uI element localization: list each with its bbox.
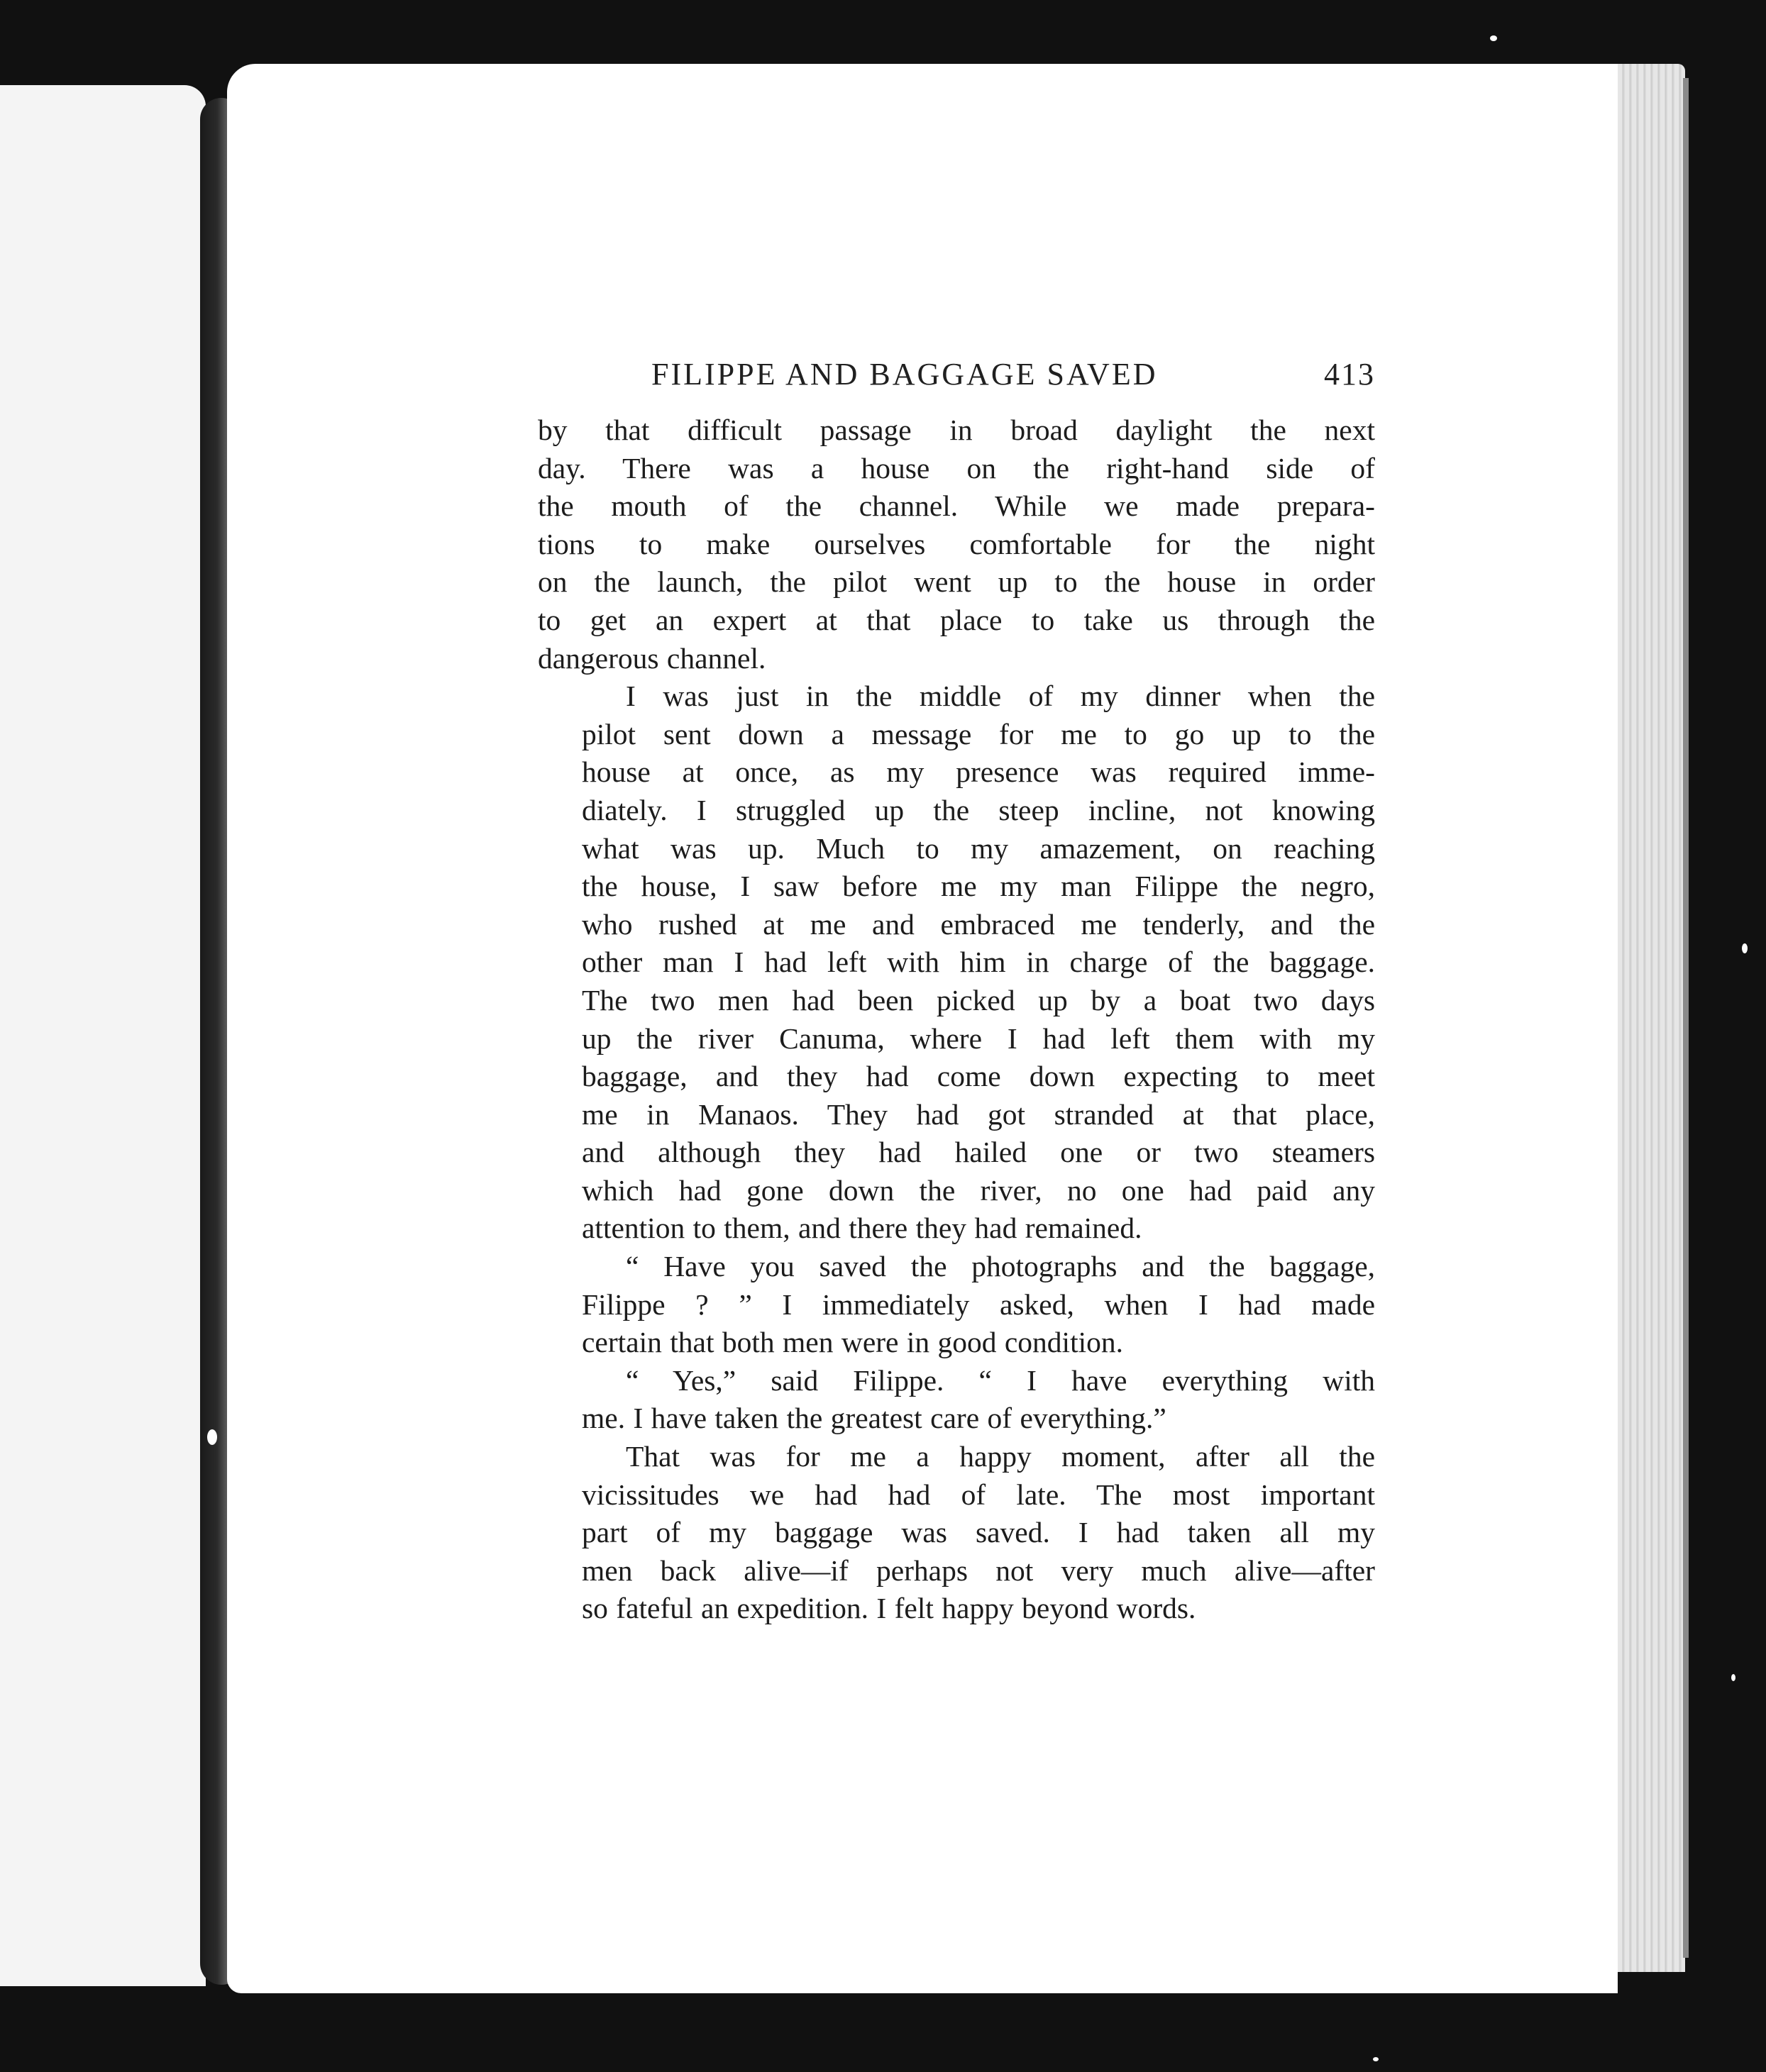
text-line: me in Manaos. They had got stranded at that place, xyxy=(582,1097,1375,1131)
film-speck xyxy=(207,1429,217,1445)
paragraph xyxy=(538,1248,1375,1362)
text-line: up the river Canuma, where I had left them with my xyxy=(582,1021,1375,1055)
page-number: 413 xyxy=(1324,357,1375,392)
paragraph xyxy=(538,1438,1375,1628)
text-line: the mouth of the channel. While we made prepara- xyxy=(538,489,1375,523)
text-line: part of my baggage was saved. I had taken all my xyxy=(582,1516,1375,1549)
body-text xyxy=(538,411,1375,1628)
text-line: diately. I struggled up the steep incline, not knowing xyxy=(582,793,1375,826)
text-line: what was up. Much to my amazement, on reaching xyxy=(582,831,1375,865)
text-block xyxy=(538,356,1375,1628)
text-line: “ Yes,” said Filippe. “ I have everything with xyxy=(626,1363,1375,1397)
text-line: The two men had been picked up by a boat two days xyxy=(582,983,1375,1016)
text-line: and although they had hailed one or two steamers xyxy=(582,1136,1375,1169)
text-line: the house, I saw before me my man Filippe the negro, xyxy=(582,870,1375,903)
text-line: vicissitudes we had had of late. The most important xyxy=(582,1478,1375,1511)
text-line: “ Have you saved the photographs and the baggage, xyxy=(626,1250,1375,1283)
film-speck xyxy=(1742,943,1748,953)
text-line: on the launch, the pilot went up to the house in order xyxy=(538,565,1375,599)
text-line: other man I had left with him in charge of the baggage. xyxy=(582,946,1375,979)
text-line: day. There was a house on the right-hand side of xyxy=(538,451,1375,484)
page-edge-shadow xyxy=(1683,78,1689,1958)
paragraph xyxy=(538,677,1375,1248)
text-line: certain that both men were in good condition. xyxy=(582,1326,1124,1359)
film-speck xyxy=(1373,2057,1379,2061)
text-line: That was for me a happy moment, after all the xyxy=(626,1440,1375,1473)
book-page xyxy=(227,64,1618,1993)
text-line: to get an expert at that place to take us through the xyxy=(538,603,1375,636)
running-title: FILIPPE AND BAGGAGE SAVED xyxy=(651,357,1158,392)
text-line: me. I have taken the greatest care of everything.” xyxy=(582,1402,1166,1435)
text-line: attention to them, and there they had remained. xyxy=(582,1212,1142,1245)
text-line: tions to make ourselves comfortable for the night xyxy=(538,527,1375,560)
text-line: baggage, and they had come down expecting to meet xyxy=(582,1060,1375,1093)
text-line: house at once, as my presence was required imme- xyxy=(582,755,1375,789)
film-speck xyxy=(1490,35,1497,41)
text-line: who rushed at me and embraced me tenderly, and the xyxy=(582,907,1375,941)
text-line: pilot sent down a message for me to go up to the xyxy=(582,717,1375,750)
paragraph xyxy=(538,1362,1375,1438)
text-line: I was just in the middle of my dinner when the xyxy=(626,680,1375,713)
paragraph xyxy=(538,411,1375,677)
film-speck xyxy=(1731,1674,1735,1681)
text-line: dangerous channel. xyxy=(538,641,766,675)
text-line: men back alive—if perhaps not very much alive—after xyxy=(582,1553,1375,1587)
text-line: which had gone down the river, no one had paid any xyxy=(582,1173,1375,1207)
running-head xyxy=(538,356,1375,411)
text-line: by that difficult passage in broad daylight the next xyxy=(538,414,1375,446)
left-facing-page xyxy=(0,85,206,1986)
text-line: so fateful an expedition. I felt happy beyond words. xyxy=(582,1592,1196,1625)
text-line: Filippe ? ” I immediately asked, when I had made xyxy=(582,1287,1375,1321)
